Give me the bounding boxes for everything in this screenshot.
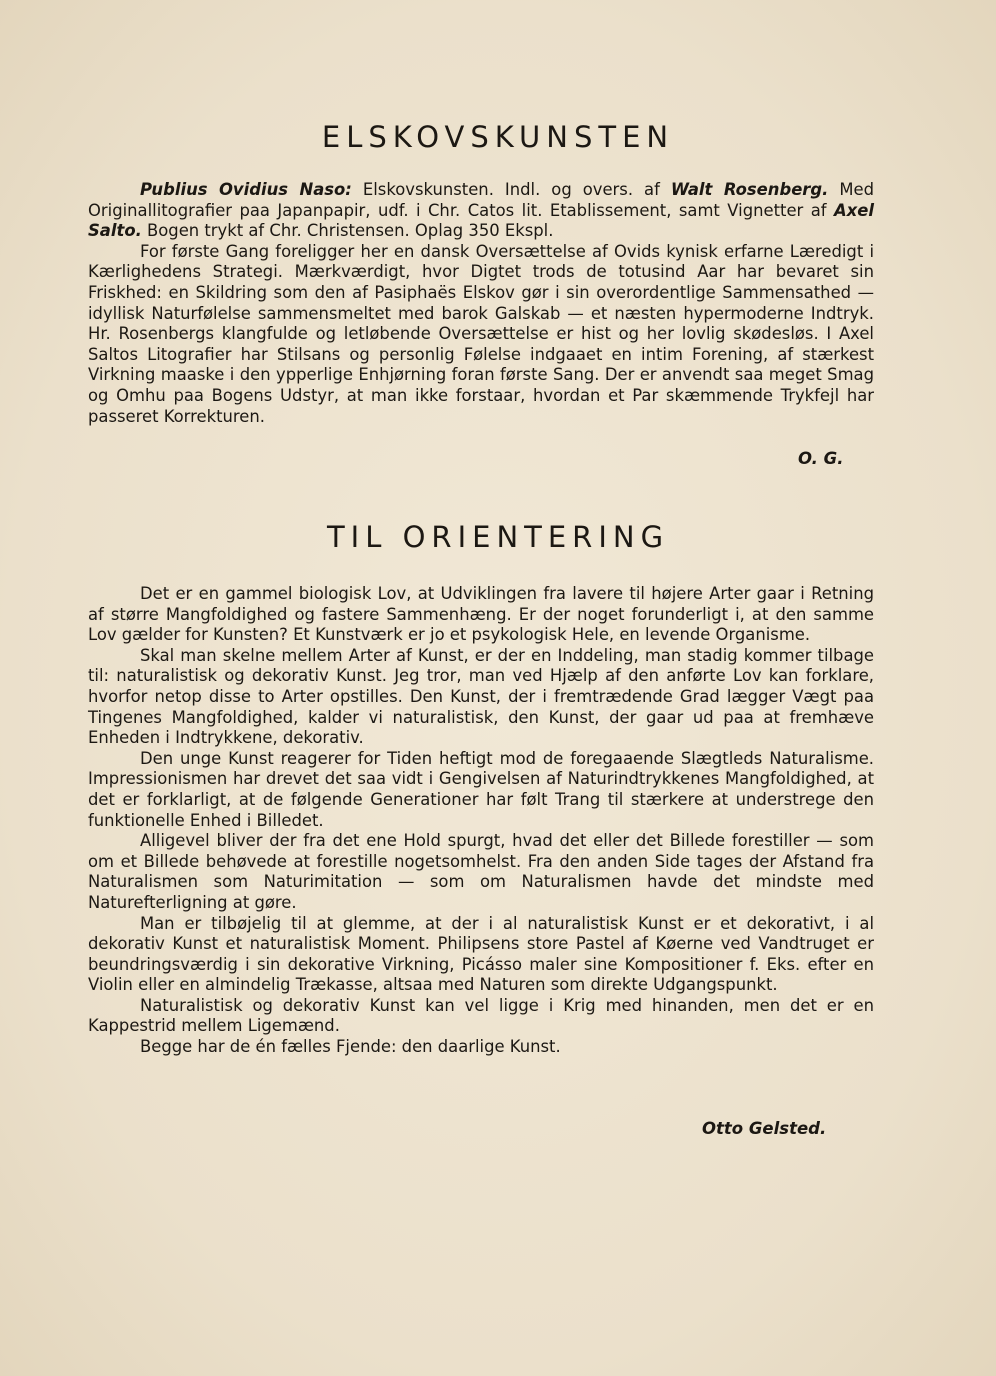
review-intro-text-3: Bogen trykt af Chr. Christensen. Oplag 350 Ekspl. [141, 221, 554, 241]
review-title: ELSKOVSKUNSTEN [321, 120, 675, 154]
review-intro-author: Publius Ovidius Naso: [140, 180, 352, 199]
essay-paragraph: Den unge Kunst reagerer for Tiden heftigt mod de foregaaende Slægtleds Naturalisme. Impressionismen har drevet det saa vidt i Gengivelsen af Naturindtrykkenes Mangfoldighed, at det er forklarligt, at de følgende Generationer har følt Trang til stærkere at understrege den funktionelle Enhed i Billedet. [88, 748, 874, 830]
review-intro-text-2: Med Originallitografier paa Japanpapir, udf. i Chr. Catos lit. Etablissement, samt Vignetter af [88, 180, 874, 220]
review-illustrator: Axel Salto. [88, 200, 874, 241]
review-signature: O. G. [798, 449, 844, 468]
essay-paragraph: Alligevel bliver der fra det ene Hold spurgt, hvad det eller det Billede forestiller — som om et Billede behøvede at forestille nogetsomhelst. Fra den anden Side tages der Afstand fra Naturalismen som Naturimitation — som om Naturalismen havde det mindste med Naturefterligning at gøre. [88, 831, 874, 912]
essay-title: TIL ORIENTERING [326, 520, 670, 554]
essay-paragraph: Naturalistisk og dekorativ Kunst kan vel ligge i Krig med hinanden, men det er en Kappestrid mellem Ligemænd. [88, 995, 874, 1036]
essay-paragraph: Begge har de én fælles Fjende: den daarlige Kunst. [140, 1037, 561, 1057]
review-intro-text-1: Elskovskunsten. Indl. og overs. af [351, 180, 671, 199]
essay-paragraph: Skal man skelne mellem Arter af Kunst, er der en Inddeling, man stadig kommer tilbage til: naturalistisk og dekorativ Kunst. Jeg tror, man ved Hjælp af den anførte Lov kan forklare, hvorfor netop disse to Arter opstilles. Den Kunst, der i fremtrædende Grad lægger Vægt paa Tingenes Mangfoldighed, kalder vi naturalistisk, den Kunst, der gaar ud paa at fremhæve Enheden i Indtrykkene, dekorativ. [88, 645, 874, 748]
review-intro [88, 180, 874, 242]
essay-paragraph: Man er tilbøjelig til at glemme, at der i al naturalistisk Kunst er et dekorativt, i al dekorativ Kunst et naturalistisk Moment. Philipsens store Pastel af Køerne ved Vandtruget er beundringsværdig i sin dekorative Virkning, Picásso maler sine Kompositioner f. Eks. efter en Violin eller en almindelig Trækasse, altsaa med Naturen som direkte Udgangspunkt. [88, 913, 874, 995]
essay-body [88, 584, 874, 1058]
essay-paragraph: Det er en gammel biologisk Lov, at Udviklingen fra lavere til højere Arter gaar i Retning af større Mangfoldighed og fastere Sammenhæng. Er der noget forunderligt i, at den samme Lov gælder for Kunsten? Et Kunstværk er jo et psykologisk Hele, en levende Organisme. [88, 584, 874, 645]
review-body [88, 180, 874, 427]
review-translator: Walt Rosenberg. [670, 180, 829, 199]
essay-signature: Otto Gelsted. [702, 1119, 827, 1138]
review-paragraph: For første Gang foreligger her en dansk Oversættelse af Ovids kynisk erfarne Læredigt i Kærlighedens Strategi. Mærkværdigt, hvor Digtet trods de totusind Aar har bevaret sin Friskhed: en Skildring som den af Pasiphaës Elskov gør i sin overordentlige Sammensathed — idyllisk Naturfølelse sammensmeltet med barok Galskab — et næsten hypermoderne Indtryk. Hr. Rosenbergs klangfulde og letløbende Oversættelse er hist og her lovlig skødesløs. I Axel Saltos Litografier har Stilsans og personlig Følelse indgaaet en intim Forening, af stærkest Virkning maaske i den ypperlige Enhjørning foran første Sang. Der er anvendt saa meget Smag og Omhu paa Bogens Udstyr, at man ikke forstaar, hvordan et Par skæmmende Trykfejl har passeret Korrekturen. [88, 241, 874, 426]
